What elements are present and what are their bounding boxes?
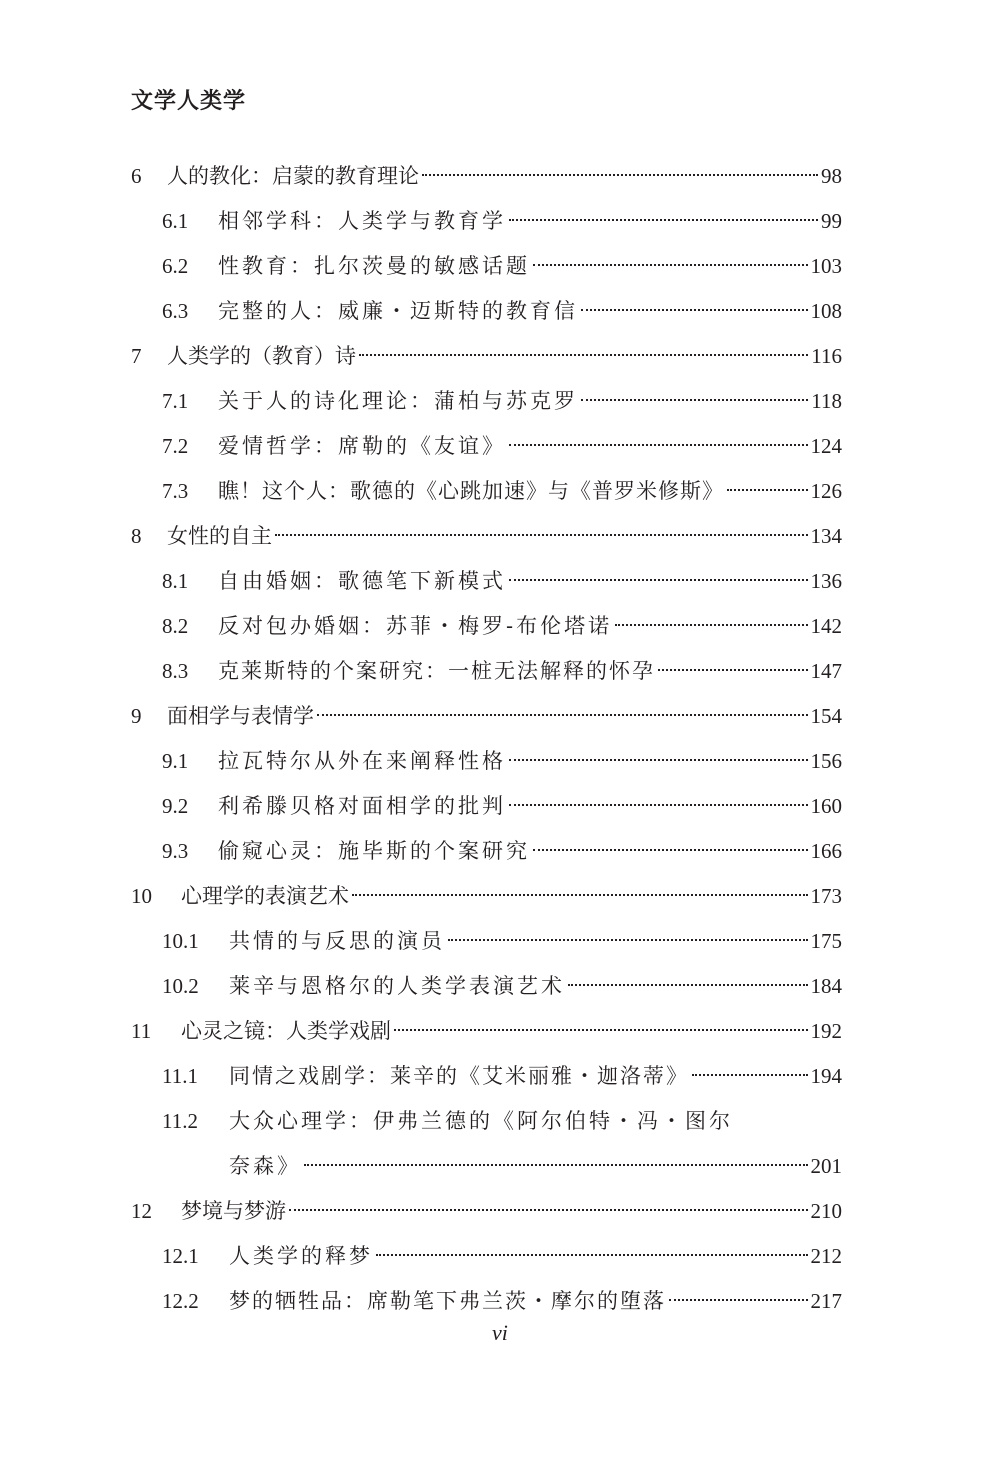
toc-section[interactable] [162,563,842,599]
toc-number: 12.2 [162,1289,199,1313]
toc-section[interactable] [162,608,842,644]
toc-number: 9.2 [162,794,189,818]
toc-number: 10.1 [162,929,199,953]
toc-chapter[interactable] [131,878,842,914]
toc-page-number: 210 [810,1199,842,1223]
toc-number: 7.2 [162,434,189,458]
toc-number: 10.2 [162,974,199,998]
toc-number: 11 [131,1019,152,1043]
toc-title: 人的教化：启蒙的教育理论 [167,164,419,188]
toc-section-continuation[interactable] [229,1148,842,1184]
toc-section[interactable] [162,428,842,464]
dot-leader [289,1209,808,1211]
toc-page-number: 166 [810,839,842,863]
toc-page-number: 126 [810,479,842,503]
toc-number: 8.1 [162,569,189,593]
toc-title: 人类学的（教育）诗 [167,344,356,368]
dot-leader [394,1029,808,1031]
toc-section[interactable] [162,1103,842,1139]
dot-leader [275,534,808,536]
toc-number: 10 [131,884,152,908]
toc-page-number: 194 [810,1064,842,1088]
toc-page-number: 184 [810,974,842,998]
toc-title: 相邻学科：人类学与教育学 [218,209,506,233]
toc-page-number: 99 [821,209,842,233]
dot-leader [448,939,808,941]
toc-chapter[interactable] [131,1013,842,1049]
toc-title: 完整的人：威廉・迈斯特的教育信 [218,299,578,323]
toc-page-number: 192 [810,1019,842,1043]
toc-title: 反对包办婚姻：苏菲・梅罗-布伦塔诺 [218,614,613,638]
toc-chapter[interactable] [131,1193,842,1229]
toc-page-number: 98 [821,164,842,188]
toc-number: 12 [131,1199,152,1223]
toc-title: 爱情哲学：席勒的《友谊》 [218,434,506,458]
toc-title: 拉瓦特尔从外在来阐释性格 [218,749,506,773]
dot-leader [509,804,808,806]
dot-leader [317,714,808,716]
toc-number: 6 [131,164,142,188]
toc-page-number: 124 [810,434,842,458]
dot-leader [376,1254,808,1256]
toc-title: 共情的与反思的演员 [229,929,445,953]
toc-title: 瞧！这个人：歌德的《心跳加速》与《普罗米修斯》 [218,479,724,503]
dot-leader [352,894,808,896]
toc-number: 6.1 [162,209,189,233]
toc-number: 9.3 [162,839,189,863]
toc-title: 面相学与表情学 [167,704,314,728]
toc-title: 克莱斯特的个案研究：一桩无法解释的怀孕 [218,659,655,683]
toc-page-number: 217 [810,1289,842,1313]
toc-page-number: 154 [810,704,842,728]
toc-section[interactable] [162,923,842,959]
toc-number: 8.3 [162,659,189,683]
toc-number: 9.1 [162,749,189,773]
toc-number: 8.2 [162,614,189,638]
dot-leader [304,1164,808,1166]
toc-number: 6.2 [162,254,189,278]
toc-number: 7.1 [162,389,189,413]
toc-page-number: 201 [810,1154,842,1178]
page-folio: vi [492,1320,508,1345]
toc-title: 大众心理学：伊弗兰德的《阿尔伯特・冯・图尔 [229,1109,733,1133]
toc-page-number: 103 [810,254,842,278]
running-head: 文学人类学 [131,89,247,114]
toc-page-number: 108 [810,299,842,323]
toc-section[interactable] [162,1058,842,1094]
toc-section[interactable] [162,293,842,329]
dot-leader [509,444,808,446]
toc-title: 自由婚姻：歌德笔下新模式 [218,569,506,593]
toc-title: 性教育：扎尔茨曼的敏感话题 [218,254,530,278]
toc-title: 奈森》 [229,1154,301,1178]
toc-page-number: 212 [810,1244,842,1268]
toc-page-number: 156 [810,749,842,773]
dot-leader [359,354,808,356]
toc-section[interactable] [162,653,842,689]
toc-title: 人类学的释梦 [229,1244,373,1268]
toc-page-number: 160 [810,794,842,818]
toc-number: 7 [131,344,142,368]
toc-section[interactable] [162,383,842,419]
toc-page-number: 136 [810,569,842,593]
toc-section[interactable] [162,1238,842,1274]
toc-section[interactable] [162,968,842,1004]
toc-number: 11.1 [162,1064,198,1088]
toc-number: 12.1 [162,1244,199,1268]
toc-page-number: 173 [810,884,842,908]
toc-title: 心灵之镜：人类学戏剧 [181,1019,391,1043]
toc-number: 8 [131,524,142,548]
toc-section[interactable] [162,788,842,824]
toc-title: 偷窥心灵：施毕斯的个案研究 [218,839,530,863]
dot-leader [581,399,808,401]
toc-section[interactable] [162,833,842,869]
toc-chapter[interactable] [131,338,842,374]
toc-title: 莱辛与恩格尔的人类学表演艺术 [229,974,565,998]
toc-page-number: 147 [810,659,842,683]
toc-section[interactable] [162,473,842,509]
toc-title: 心理学的表演艺术 [181,884,349,908]
toc-section[interactable] [162,203,842,239]
dot-leader [727,489,808,491]
toc-title: 同情之戏剧学：莱辛的《艾米丽雅・迦洛蒂》 [229,1064,689,1088]
dot-leader [509,759,808,761]
toc-title: 女性的自主 [167,524,272,548]
dot-leader [669,1299,808,1301]
toc-section[interactable] [162,248,842,284]
toc-section[interactable] [162,1283,842,1319]
toc-page-number: 142 [810,614,842,638]
toc-section[interactable] [162,743,842,779]
toc-number: 9 [131,704,142,728]
toc-chapter[interactable] [131,518,842,554]
toc-title: 梦的牺牲品：席勒笔下弗兰茨・摩尔的堕落 [229,1289,666,1313]
toc-page-number: 134 [810,524,842,548]
dot-leader [692,1074,808,1076]
dot-leader [509,219,818,221]
toc-page-number: 116 [811,344,842,368]
toc-title: 利希滕贝格对面相学的批判 [218,794,506,818]
toc-chapter[interactable] [131,698,842,734]
dot-leader [509,579,808,581]
dot-leader [581,309,808,311]
dot-leader [533,264,808,266]
dot-leader [533,849,808,851]
dot-leader [615,624,807,626]
dot-leader [568,984,808,986]
dot-leader [422,174,818,176]
toc-title: 关于人的诗化理论：蒲柏与苏克罗 [218,389,578,413]
toc-number: 7.3 [162,479,189,503]
toc-number: 11.2 [162,1109,198,1133]
dot-leader [658,669,808,671]
toc-title: 梦境与梦游 [181,1199,286,1223]
toc-page-number: 118 [811,389,842,413]
toc-number: 6.3 [162,299,189,323]
toc-chapter[interactable] [131,158,842,194]
toc-page-number: 175 [810,929,842,953]
